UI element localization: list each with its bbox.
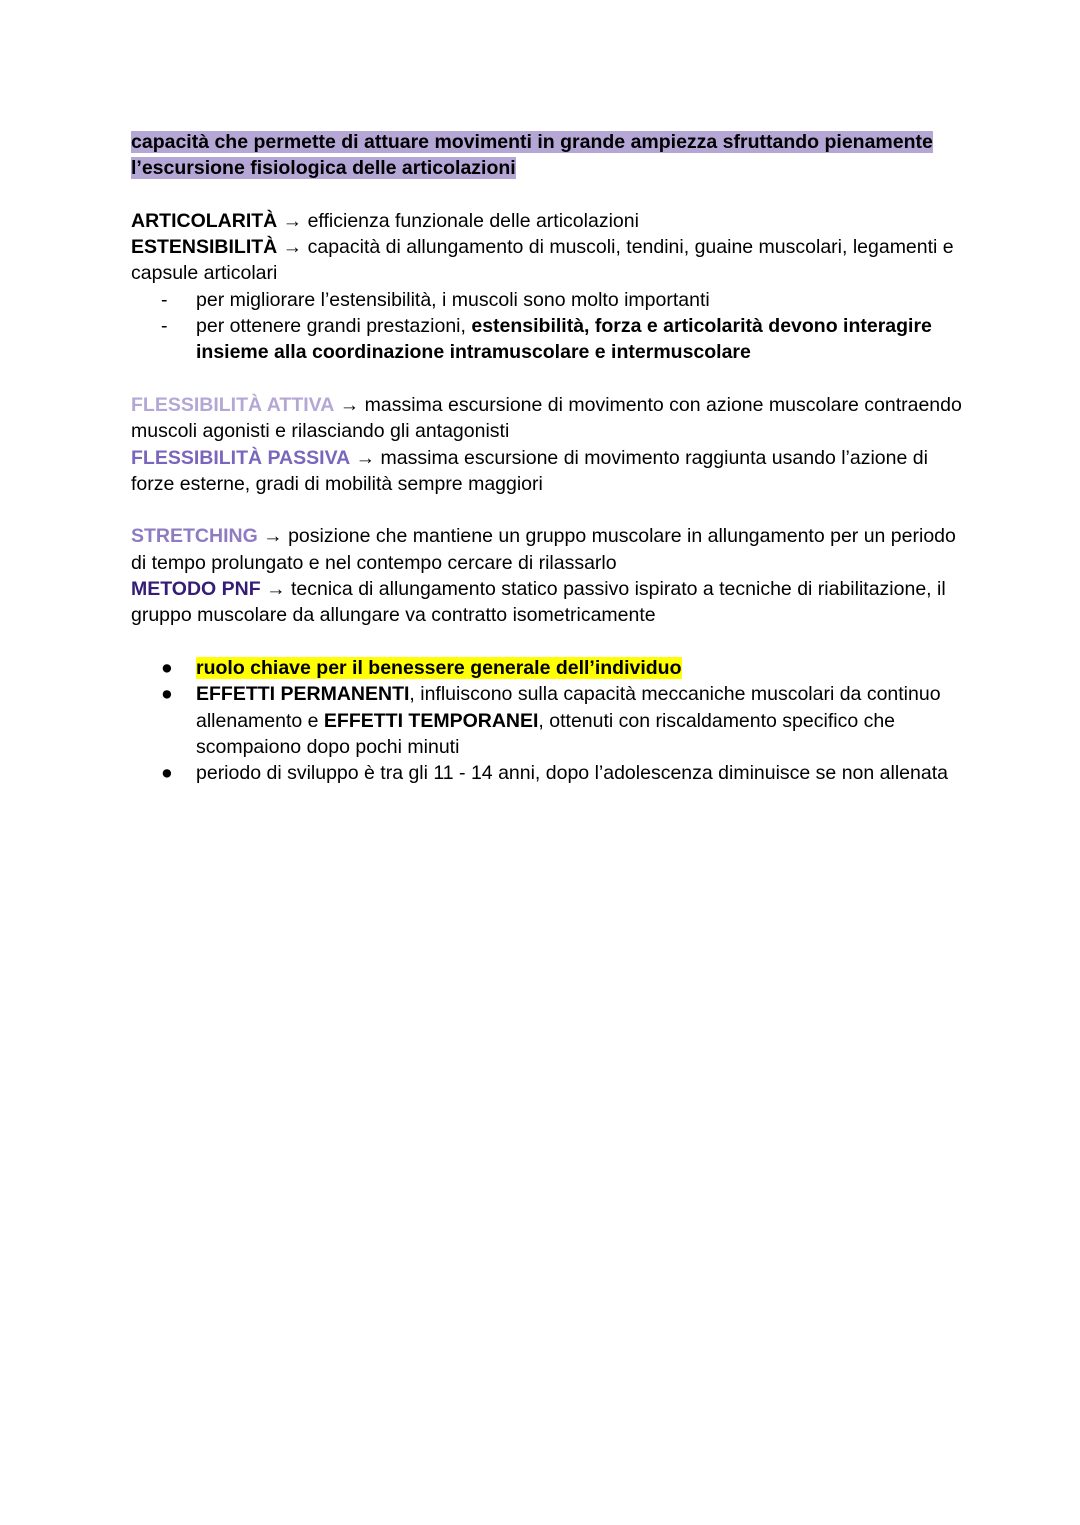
list-item <box>131 655 971 681</box>
definition <box>131 129 971 182</box>
estensibilita-entry <box>131 234 971 287</box>
pnf-entry <box>131 576 971 629</box>
list-item-text: per ottenere grandi prestazioni, <box>196 315 472 338</box>
dash-marker: - <box>161 288 168 311</box>
document-content <box>131 129 971 786</box>
definition-highlight: capacità che permette di attuare movimenti in grande ampiezza sfruttando pienamente l’escursione fisiologica delle articolazioni <box>131 131 933 180</box>
list-item-text: periodo di sviluppo è tra gli 11 - 14 anni, dopo l’adolescenza diminuisce se non allenata <box>196 762 948 785</box>
bullet-marker: ● <box>161 762 173 785</box>
list-item-bold: EFFETTI PERMANENTI <box>196 683 410 706</box>
list-item <box>131 313 971 366</box>
list-item <box>131 287 971 313</box>
term-definition: → efficienza funzionale delle articolazioni <box>277 209 639 232</box>
list-item <box>131 681 971 760</box>
term-definition: → capacità di allungamento di muscoli, tendini, guaine muscolari, legamenti e capsule articolari <box>131 236 954 285</box>
term-definition: → massima escursione di movimento raggiunta usando l’azione di forze esterne, gradi di mobilità sempre maggiori <box>131 446 928 495</box>
term-definition: → posizione che mantiene un gruppo muscolare in allungamento per un periodo di tempo prolungato e nel contempo cercare di rilassarlo <box>131 525 956 574</box>
list-item <box>131 760 971 786</box>
bullet-marker: ● <box>161 683 173 706</box>
term-definition: → tecnica di allungamento statico passivo ispirato a tecniche di riabilitazione, il gruppo muscolare da allungare va contratto isometricamente <box>131 578 946 627</box>
bullet-marker: ● <box>161 656 173 679</box>
passiva-entry <box>131 445 971 498</box>
list-item-bold: estensibilità, forza e articolarità devono interagire insieme alla coordinazione intramuscolare e intermuscolare <box>196 315 932 364</box>
dash-marker: - <box>161 315 168 338</box>
term: METODO PNF <box>131 578 261 601</box>
term: STRETCHING <box>131 525 258 548</box>
list-item-text: per migliorare l’estensibilità, i muscoli sono molto importanti <box>196 288 710 311</box>
attiva-entry <box>131 392 971 445</box>
term: FLESSIBILITÀ ATTIVA <box>131 393 335 416</box>
list-item-bold: EFFETTI TEMPORANEI <box>323 709 539 732</box>
list-item-text: , influiscono sulla capacità meccaniche muscolari da continuo allenamento e <box>196 683 941 732</box>
term: ARTICOLARITÀ <box>131 209 278 232</box>
list-item-text: , ottenuti con riscaldamento specifico che scompaiono dopo pochi minuti <box>196 709 896 758</box>
term-definition: → massima escursione di movimento con azione muscolare contraendo muscoli agonisti e rilasciando gli antagonisti <box>131 393 962 443</box>
articolarita-entry <box>131 208 971 234</box>
stretching-entry <box>131 523 971 576</box>
list-item-highlight: ruolo chiave per il benessere generale dell’individuo <box>196 656 682 679</box>
term: FLESSIBILITÀ PASSIVA <box>131 446 351 469</box>
bullet-list <box>131 655 971 786</box>
term: ESTENSIBILITÀ <box>131 236 278 259</box>
dash-list <box>131 287 971 366</box>
